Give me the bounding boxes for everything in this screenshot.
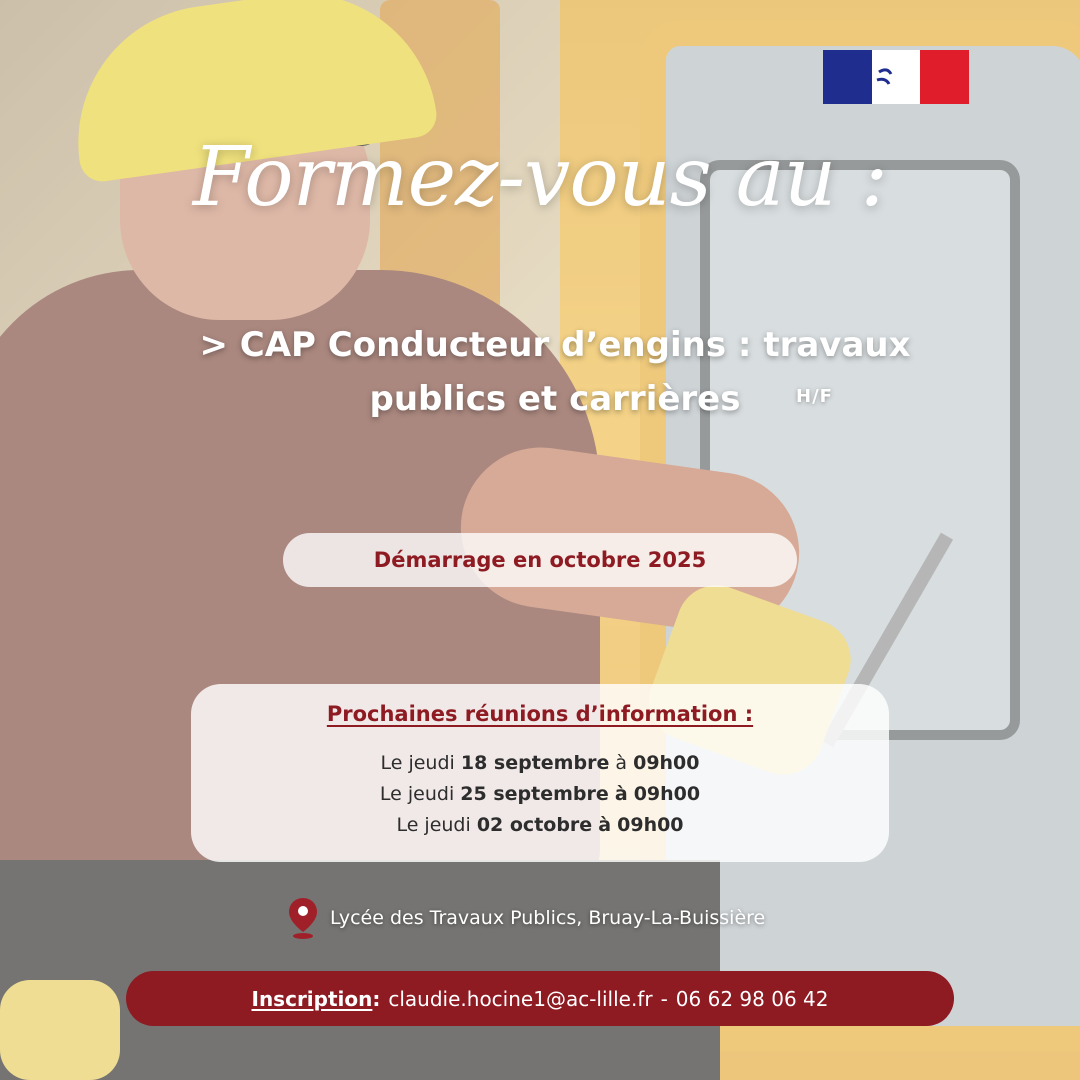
session-time: 09h00 [617,814,684,836]
inscription-email[interactable]: claudie.hocine1@ac-lille.fr [388,986,653,1011]
marianne-icon [871,50,923,104]
session-date: 25 septembre [460,783,609,805]
inscription-phone[interactable]: 06 62 98 06 42 [675,986,829,1011]
session-connector: à [614,783,628,805]
republique-francaise-logo [823,50,969,104]
map-pin-icon [288,897,318,939]
course-title-line2: publics et carrières [369,379,741,419]
inscription-separator: - [660,986,668,1011]
start-date-badge [283,533,797,587]
session-date: 18 septembre [460,752,610,774]
headline: Formez-vous au : [192,130,888,225]
session-prefix: Le jeudi [379,783,455,805]
course-title-line1: > CAP Conducteur d’engins : travaux [199,325,911,365]
session-time: 09h00 [633,752,700,774]
session-time: 09h00 [633,783,701,805]
location-text: Lycée des Travaux Publics, Bruay-La-Buissière [330,907,766,929]
session-connector: à [615,752,628,774]
course-title [180,318,930,426]
session-connector: à [598,814,612,836]
info-meetings-panel [191,684,889,862]
start-date-label: Démarrage en octobre 2025 [373,548,707,572]
location [288,896,765,940]
info-session [191,779,889,810]
info-meetings-title: Prochaines réunions d’information : [326,702,754,726]
gender-tag: H/F [796,386,833,407]
session-prefix: Le jeudi [396,814,471,836]
info-meetings-list [191,748,889,841]
session-date: 02 octobre [476,814,593,836]
info-session [191,810,889,841]
inscription-colon: : [372,986,381,1011]
inscription-label: Inscription [251,986,373,1011]
inscription-banner [126,971,954,1026]
session-prefix: Le jeudi [380,752,455,774]
info-session [191,748,889,779]
